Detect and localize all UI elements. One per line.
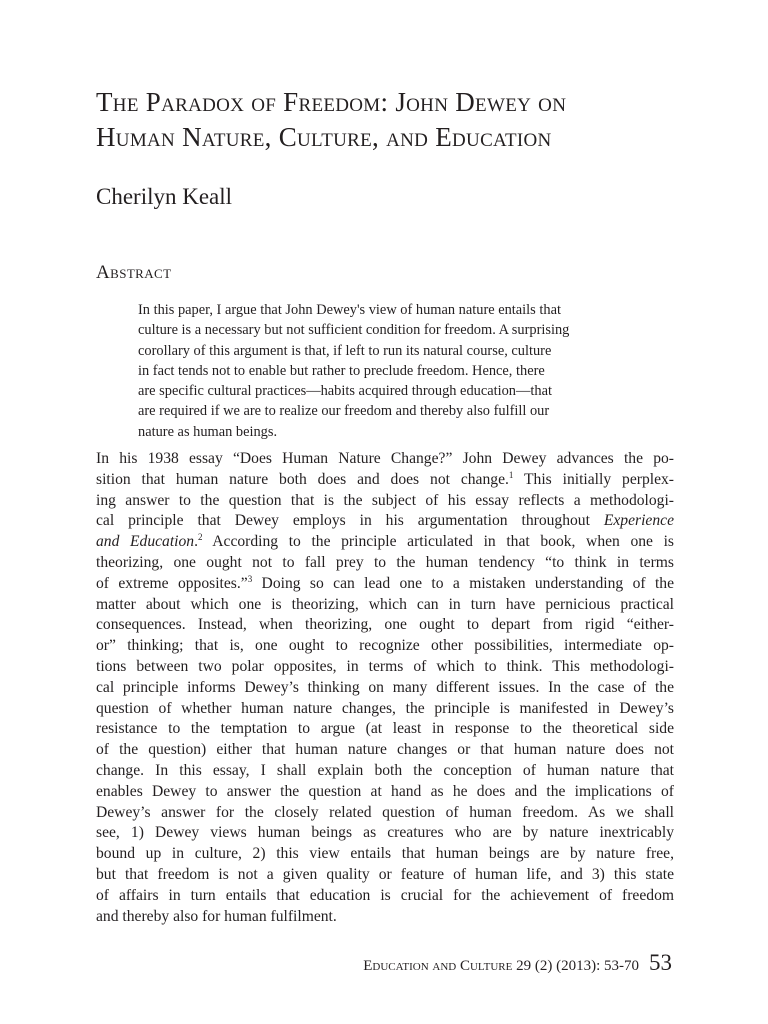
footnote-ref[interactable]: 3: [247, 573, 253, 584]
body-text: cal principle that Dewey employs in his argumentation throughout: [96, 512, 604, 530]
body-line: ing answer to the question that is the subject of his essay reflects a methodologi-: [96, 491, 674, 509]
body-line: [96, 532, 674, 553]
abstract-text: [138, 300, 638, 442]
body-line: cal principle informs Dewey’s thinking on many different issues. In the case of the: [96, 678, 674, 696]
body-line: of affairs in turn entails that education is crucial for the achievement of freedom: [96, 886, 674, 904]
body-line: matter about which one is theorizing, which can in turn have pernicious practical: [96, 595, 674, 613]
abstract-line: are specific cultural practices—habits acquired through education—that: [138, 383, 552, 400]
body-line: but that freedom is not a given quality or feature of human life, and 3) this state: [96, 865, 674, 883]
book-title: Experience: [603, 512, 674, 530]
abstract-line: in fact tends not to enable but rather to preclude freedom. Hence, there: [138, 362, 545, 379]
body-line: change. In this essay, I shall explain both the conception of human nature that: [96, 761, 674, 779]
body-text: According to the principle articulated in that book, when one is: [202, 533, 674, 551]
body-line: question of whether human nature changes, the principle is manifested in Dewey’s: [96, 699, 674, 717]
abstract-line: culture is a necessary but not sufficient condition for freedom. A surprising: [138, 322, 570, 339]
author-name: Cherilyn Keall: [96, 184, 233, 209]
book-title: and Education: [96, 533, 195, 551]
footnote-ref[interactable]: 1: [508, 469, 514, 480]
footnote-ref[interactable]: 2: [198, 532, 203, 543]
journal-citation: 29 (2) (2013): 53-70: [512, 958, 639, 974]
body-line: [96, 574, 674, 595]
abstract-line: corollary of this argument is that, if left to run its natural course, culture: [138, 342, 552, 359]
body-paragraph: [96, 449, 674, 927]
abstract-line: In this paper, I argue that John Dewey's view of human nature entails that: [138, 302, 561, 318]
page-footer: [363, 950, 672, 976]
abstract-line: nature as human beings.: [138, 423, 278, 440]
body-line: theorizing, one ought not to fall prey to the human tendency “to think in terms: [96, 553, 674, 571]
body-line: [96, 511, 674, 532]
body-text: .: [194, 533, 199, 551]
body-text: Doing so can lead one to a mistaken understanding of the: [252, 574, 674, 592]
body-line: resistance to the temptation to argue (at least in response to the theoretical side: [96, 720, 674, 738]
body-text: of extreme opposites.”: [96, 574, 248, 592]
body-line: In his 1938 essay “Does Human Nature Change?” John Dewey advances the po-: [96, 450, 674, 467]
body-line: consequences. Instead, when theorizing, one ought to depart from rigid “either-: [96, 616, 674, 634]
body-line: bound up in culture, 2) this view entails that human beings are by nature free,: [96, 845, 674, 863]
body-line: tions between two polar opposites, in terms of which to think. This methodologi-: [96, 657, 674, 675]
page-number: 53: [649, 950, 672, 975]
body-line: enables Dewey to answer the question at hand as he does and the implications of: [96, 782, 674, 800]
body-line: Dewey’s answer for the closely related question of human freedom. As we shall: [96, 803, 674, 821]
body-line: and thereby also for human fulfilment.: [96, 907, 337, 925]
title-line: The Paradox of Freedom: John Dewey on: [96, 87, 567, 117]
body-text: sition that human nature both does and does not change.: [96, 470, 509, 488]
abstract-line: are required if we are to realize our freedom and thereby also fulfill our: [138, 403, 550, 420]
body-line: or” thinking; that is, one ought to recognize other possibilities, intermediate op-: [96, 637, 674, 655]
title-line: Human Nature, Culture, and Education: [96, 122, 552, 152]
article-title: [96, 85, 696, 155]
abstract-heading: Abstract: [96, 262, 172, 283]
journal-name: Education and Culture: [363, 958, 513, 974]
body-line: [96, 470, 674, 491]
body-line: of the question) either that human nature changes or that human nature does not: [96, 741, 674, 759]
body-line: see, 1) Dewey views human beings as creatures who are by nature inextricably: [96, 824, 674, 842]
body-text: This initially perplex-: [513, 470, 674, 488]
